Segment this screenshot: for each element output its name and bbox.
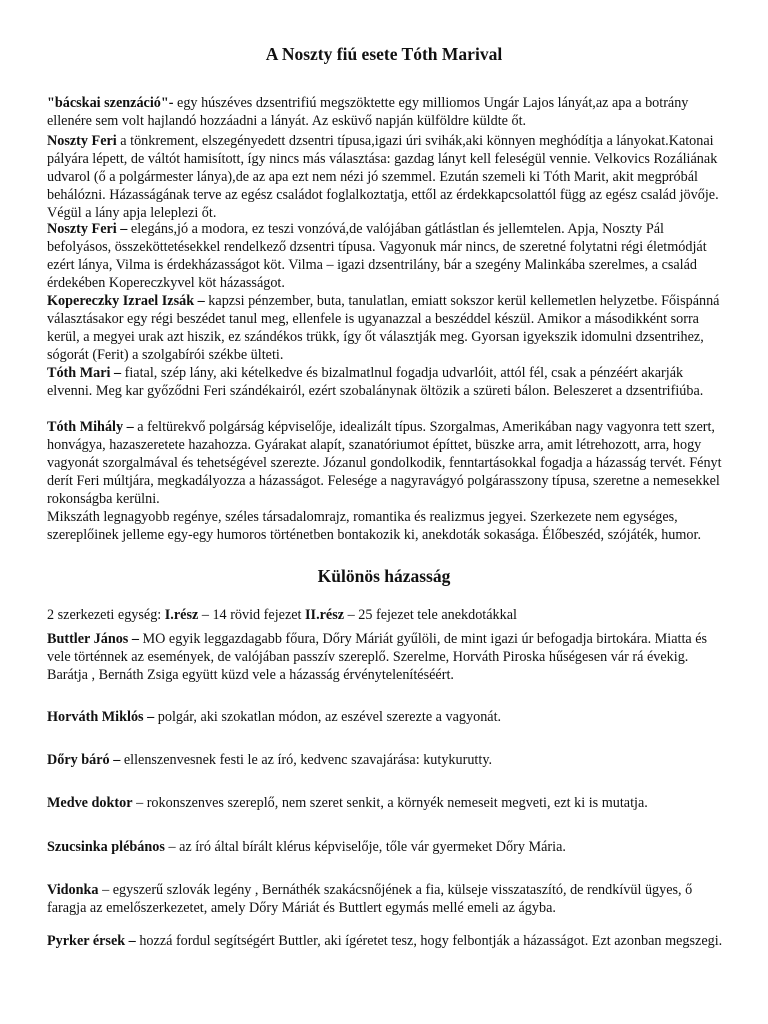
paragraph-noszty-feri-2 [47, 220, 727, 292]
paragraph-lead: Tóth Mari – [47, 365, 122, 381]
paragraph-body: egy húszéves dzsentrifiú megszöktette egy milliomos Ungár Lajos lányát,az apa a botrány ellenére sem volt hajlandó hozzáadni a lányát. Az esküvő napján külföldre küldte őt. [47, 95, 689, 129]
paragraph-horvath-miklos [47, 708, 727, 726]
document-title: A Noszty fiú esete Tóth Marival [265, 44, 503, 64]
paragraph-body: – 14 rövid fejezet [198, 607, 306, 623]
paragraph-medve-doktor [47, 794, 727, 812]
paragraph-body: kapzsi pénzember, buta, tanulatlan, emiatt sokszor kerül kellemetlen helyzetbe. Főispánná választásakor egy régi beszédet tanul meg, ellenfele is ugyanazzal a beszéddel készül. Amikor a másodikként sorra kerül, a megyei urak azt hiszik, ez szándékos trükk, így őt választják meg. Gyorsan igyekszik idomulni dzsentrihez, sógorát (Ferit) a szolgabírói székbe ülteti. [47, 293, 720, 363]
paragraph-body: polgár, aki szokatlan módon, az eszével szerezte a vagyonát. [154, 709, 502, 725]
paragraph-body: MO egyik leggazdagabb főura, Dőry Máriát gyűlöli, de mint igazi úr befogadja birtokára. Miatta és vele történnek az események, de valójában passzív szereplő. Szerelme, Horváth Piroska hűségesen vár rá évekig. Barátja , Bernáth Zsiga együtt küzd vele a házasság érvénytelenítéséért. [47, 631, 708, 683]
paragraph-body: ellenszenvesnek festi le az író, kedvenc szavajárása: kutykurutty. [120, 752, 493, 768]
paragraph-lead: Medve doktor [47, 795, 133, 811]
paragraph-body: – rokonszenves szereplő, nem szeret senkit, a környék nemeseit megveti, ezt ki is mutatja. [132, 795, 648, 811]
paragraph-lead: Horváth Miklós – [47, 709, 155, 725]
paragraph-mikszath [47, 508, 727, 544]
paragraph-bacskai-szenzacio [47, 94, 727, 130]
paragraph-lead: Szucsinka plébános [47, 839, 165, 855]
paragraph-noszty-feri-1 [47, 132, 727, 222]
paragraph-lead: Noszty Feri [47, 133, 117, 149]
paragraph-lead: Vidonka [47, 882, 99, 898]
paragraph-lead: Tóth Mihály – [47, 419, 134, 435]
paragraph-body: hozzá fordul segítségért Buttler, aki ígéretet tesz, hogy felbontják a házasságot. Ezt azonban megszegi. [135, 933, 723, 949]
paragraph-body: a feltürekvő polgárság képviselője, idealizált típus. Szorgalmas, Amerikában nagy vagyonra tett szert, honvágya, hazaszeretete hazahozza. Gyárakat alapít, szanatóriumot építtet, büszke arra, amit létrehozott, arra, hogy vagyonát szorgalmával és tehetségével szerezte. Józanul gondolkodik, fenntartásokkal fogadja a házasság tervét. Fényt derít Feri múltjára, megkadályozza a házasságot. Felesége a nagyravágyó polgárasszony típusa, szeretne a nemesekkel rokonságba kerülni. [47, 419, 722, 507]
paragraph-lead: I.rész [164, 607, 199, 623]
paragraph-lead: Dőry báró – [47, 752, 121, 768]
paragraph-lead: "bácskai szenzáció"- [47, 95, 174, 111]
paragraph-lead: Kopereczky Izrael Izsák – [47, 293, 205, 309]
paragraph-buttler [47, 630, 727, 684]
paragraph-lead: Buttler János – [47, 631, 139, 647]
paragraph-szerkezet [47, 606, 727, 624]
section-title: Különös házasság [317, 566, 451, 586]
paragraph-body: – egyszerű szlovák legény , Bernáthék szakácsnőjének a fia, külseje visszataszító, de rendkívül ügyes, ő faragja az emelőszerkezetet, amely Dőry Máriát és Buttlert egymás mellé emeli az ágyba. [47, 882, 693, 916]
paragraph-dory-baro [47, 751, 727, 769]
paragraph-lead: Noszty Feri – [47, 221, 128, 237]
paragraph-lead: II.rész [305, 607, 345, 623]
paragraph-body: Mikszáth legnagyobb regénye, széles társadalomrajz, romantika és realizmus jegyei. Szerkezete nem egységes, szereplőinek jelleme egy-egy humoros történetben bontakozik ki, anekdoták sokasága. Élőbeszéd, szójáték, humor. [47, 509, 701, 543]
paragraph-body: – 25 fejezet tele anekdotákkal [344, 607, 517, 623]
paragraph-body: a tönkrement, elszegényedett dzsentri típusa,igazi úri svihák,aki könnyen meghódítja a lányokat.Katonai pályára lépett, de váltót hamisított, így nincs más választása: gazdag lányt kell feleségül vennie. Velkovics Rozáliának udvarol (ő a polgármester lánya),de az apa ezt nem nézi jó szemmel. Ezután szemeli ki Tóth Marit, akit megpróbál behálózni. Házasságának terve az egész családot foglalkoztatja, ettől az érdekkapcsolattól függ az egész család jövője. Végül a lány apja leleplezi őt. [47, 133, 719, 221]
paragraph-vidonka [47, 881, 727, 917]
paragraph-kopereczky [47, 292, 727, 364]
paragraph-body: elegáns,jó a modora, ez teszi vonzóvá,de valójában gátlástlan és jellemtelen. Apja, Noszty Pál befolyásos, összeköttetésekkel rendelkező dzsentri típusa. Vagyonuk már nincs, de szeretné folytatni régi életmódját ezért lánya, Vilma is érdekházasságot köt. Vilma – igazi dzsentrilány, bár a szegény Malinkába szerelmes, a család érdekében Kopereczkyvel köt házasságot. [47, 221, 707, 291]
paragraph-body: – az író által bírált klérus képviselője, tőle vár gyermeket Dőry Mária. [164, 839, 566, 855]
paragraph-lead: Pyrker érsek – [47, 933, 136, 949]
paragraph-body: fiatal, szép lány, aki kételkedve és bizalmatlnul fogadja udvarlóit, attól fél, csak a pénzéért akarják elvenni. Meg kar győződni Feri szándékairól, ezért szobalánynak öltözik a szüreti bálon. Beleszeret a dzsentrifiúba. [47, 365, 704, 399]
paragraph-toth-mari [47, 364, 727, 400]
paragraph-pyrker [47, 932, 727, 950]
paragraph-szucsinka [47, 838, 727, 856]
paragraph-toth-mihaly [47, 418, 727, 508]
paragraph-body: 2 szerkezeti egység: [47, 607, 165, 623]
